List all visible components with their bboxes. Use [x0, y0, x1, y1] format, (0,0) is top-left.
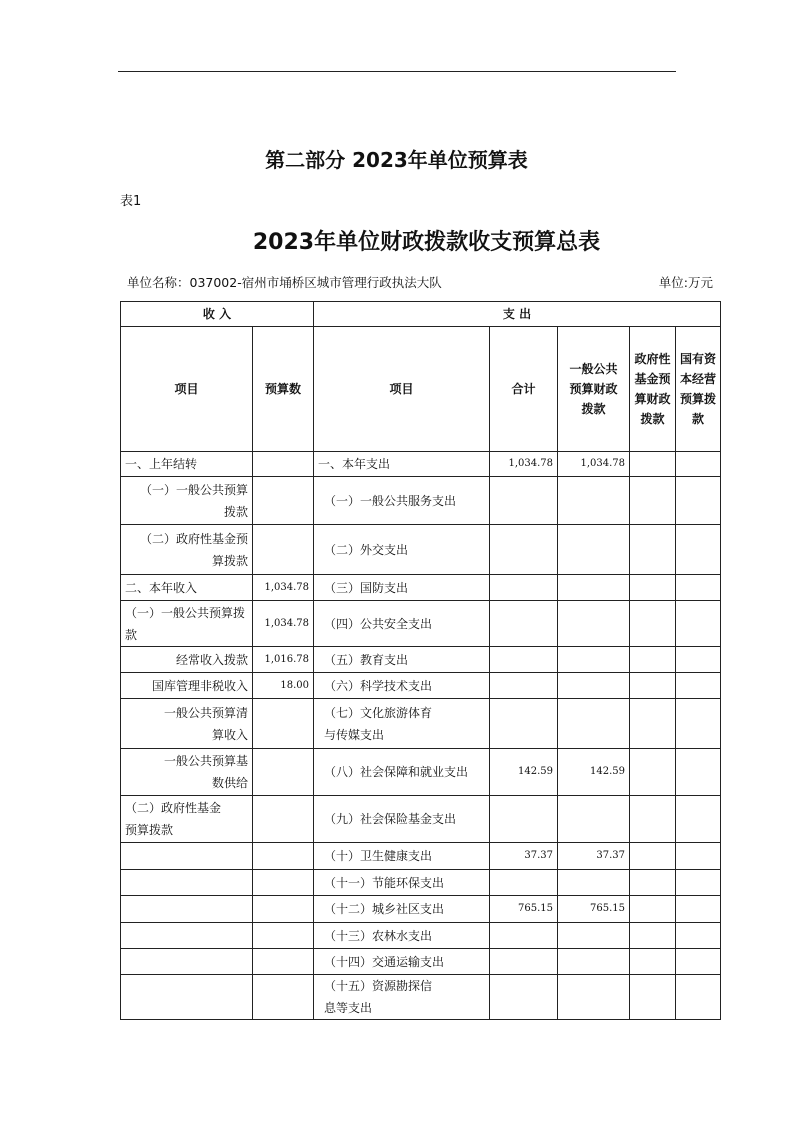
income-item: 一般公共预算基数供给 — [121, 749, 253, 796]
expense-fund — [630, 452, 676, 477]
table-row — [121, 843, 721, 870]
expense-fund — [630, 601, 676, 647]
expense-total — [490, 923, 558, 949]
income-item: （一）一般公共预算拨款 — [121, 477, 253, 525]
expense-state — [676, 477, 721, 525]
expense-general — [558, 673, 630, 699]
col-item-income: 项目 — [121, 327, 253, 452]
table-number: 表1 — [120, 194, 142, 209]
expense-item: （十三）农林水支出 — [314, 923, 490, 949]
expense-state — [676, 673, 721, 699]
expense-total — [490, 673, 558, 699]
income-budget — [253, 843, 314, 870]
table-row — [121, 923, 721, 949]
expense-item: （十一）节能环保支出 — [314, 870, 490, 896]
expense-total: 1,034.78 — [490, 452, 558, 477]
expense-item: （六）科学技术支出 — [314, 673, 490, 699]
income-budget — [253, 896, 314, 923]
expense-state — [676, 870, 721, 896]
table-row — [121, 749, 721, 796]
expense-state — [676, 749, 721, 796]
expense-fund — [630, 896, 676, 923]
expense-state — [676, 699, 721, 749]
expense-total — [490, 870, 558, 896]
income-item — [121, 870, 253, 896]
expense-item: （十）卫生健康支出 — [314, 843, 490, 870]
expense-general: 765.15 — [558, 896, 630, 923]
expense-general — [558, 870, 630, 896]
income-item — [121, 843, 253, 870]
expense-general — [558, 575, 630, 601]
income-item — [121, 923, 253, 949]
expense-state — [676, 525, 721, 575]
table-row — [121, 452, 721, 477]
expense-fund — [630, 949, 676, 975]
income-budget — [253, 975, 314, 1020]
expense-state — [676, 647, 721, 673]
expense-total — [490, 699, 558, 749]
income-item: 二、本年收入 — [121, 575, 253, 601]
budget-table — [120, 301, 721, 1020]
expense-fund — [630, 699, 676, 749]
header-rule — [118, 71, 676, 72]
expense-general: 37.37 — [558, 843, 630, 870]
expense-item: （八）社会保障和就业支出 — [314, 749, 490, 796]
expense-state — [676, 796, 721, 843]
expense-general — [558, 975, 630, 1020]
expense-general — [558, 923, 630, 949]
income-item — [121, 975, 253, 1020]
income-budget — [253, 949, 314, 975]
income-item — [121, 949, 253, 975]
expense-item: （九）社会保险基金支出 — [314, 796, 490, 843]
income-budget: 1,016.78 — [253, 647, 314, 673]
col-total: 合计 — [490, 327, 558, 452]
income-item: 国库管理非税收入 — [121, 673, 253, 699]
expense-state — [676, 452, 721, 477]
table-row — [121, 896, 721, 923]
table-row — [121, 673, 721, 699]
expense-state — [676, 843, 721, 870]
income-budget — [253, 525, 314, 575]
expense-state — [676, 896, 721, 923]
expense-state — [676, 949, 721, 975]
col-item-expense: 项目 — [314, 327, 490, 452]
expense-general — [558, 477, 630, 525]
section-header-row — [121, 302, 721, 327]
income-item: 经常收入拨款 — [121, 647, 253, 673]
part-title: 第二部分 2023年单位预算表 — [265, 148, 528, 172]
col-fund: 政府性基金预算财政拨款 — [630, 327, 676, 452]
expense-state — [676, 975, 721, 1020]
expense-item: （十二）城乡社区支出 — [314, 896, 490, 923]
col-general: 一般公共预算财政拨款 — [558, 327, 630, 452]
income-budget — [253, 749, 314, 796]
page-title: 2023年单位财政拨款收支预算总表 — [252, 230, 601, 255]
expense-total — [490, 647, 558, 673]
column-header-row — [121, 327, 721, 452]
expense-item: （四）公共安全支出 — [314, 601, 490, 647]
income-item — [121, 896, 253, 923]
expense-total: 765.15 — [490, 896, 558, 923]
expense-state — [676, 923, 721, 949]
income-budget: 1,034.78 — [253, 601, 314, 647]
expense-total — [490, 949, 558, 975]
expense-general — [558, 601, 630, 647]
income-budget — [253, 699, 314, 749]
expense-fund — [630, 843, 676, 870]
expense-item: 一、本年支出 — [314, 452, 490, 477]
col-state: 国有资本经营预算拨款 — [676, 327, 721, 452]
expense-general — [558, 647, 630, 673]
table-row — [121, 949, 721, 975]
expense-state — [676, 575, 721, 601]
expense-header: 支 出 — [314, 302, 721, 327]
expense-fund — [630, 975, 676, 1020]
expense-fund — [630, 575, 676, 601]
income-budget: 1,034.78 — [253, 575, 314, 601]
expense-general: 1,034.78 — [558, 452, 630, 477]
expense-total: 142.59 — [490, 749, 558, 796]
expense-total: 37.37 — [490, 843, 558, 870]
income-budget — [253, 477, 314, 525]
col-budget: 预算数 — [253, 327, 314, 452]
unit-name: 单位名称：037002-宿州市埇桥区城市管理行政执法大队 — [127, 275, 442, 290]
expense-total — [490, 525, 558, 575]
expense-item: （十五）资源勘探信息等支出 — [314, 975, 490, 1020]
expense-item: （十四）交通运输支出 — [314, 949, 490, 975]
expense-general — [558, 949, 630, 975]
expense-fund — [630, 923, 676, 949]
expense-item: （七）文化旅游体育与传媒支出 — [314, 699, 490, 749]
expense-item: （二）外交支出 — [314, 525, 490, 575]
table-row — [121, 699, 721, 749]
table-row — [121, 575, 721, 601]
unit-label: 单位:万元 — [658, 275, 713, 290]
expense-total — [490, 575, 558, 601]
table-row — [121, 796, 721, 843]
table-row — [121, 975, 721, 1020]
table-row — [121, 870, 721, 896]
expense-fund — [630, 477, 676, 525]
table-row — [121, 525, 721, 575]
expense-fund — [630, 673, 676, 699]
expense-fund — [630, 796, 676, 843]
expense-item: （一）一般公共服务支出 — [314, 477, 490, 525]
expense-total — [490, 796, 558, 843]
expense-fund — [630, 647, 676, 673]
income-item: （二）政府性基金预算拨款 — [121, 796, 253, 843]
expense-general — [558, 699, 630, 749]
expense-item: （三）国防支出 — [314, 575, 490, 601]
expense-fund — [630, 525, 676, 575]
expense-total — [490, 601, 558, 647]
income-header: 收 入 — [121, 302, 314, 327]
table-row — [121, 601, 721, 647]
expense-general — [558, 796, 630, 843]
income-item: 一、上年结转 — [121, 452, 253, 477]
expense-general — [558, 525, 630, 575]
income-budget — [253, 452, 314, 477]
income-budget — [253, 870, 314, 896]
income-item: （一）一般公共预算拨款 — [121, 601, 253, 647]
expense-total — [490, 975, 558, 1020]
expense-fund — [630, 749, 676, 796]
expense-item: （五）教育支出 — [314, 647, 490, 673]
expense-general: 142.59 — [558, 749, 630, 796]
income-budget — [253, 923, 314, 949]
table-row — [121, 477, 721, 525]
expense-total — [490, 477, 558, 525]
income-budget: 18.00 — [253, 673, 314, 699]
expense-state — [676, 601, 721, 647]
income-item: （二）政府性基金预算拨款 — [121, 525, 253, 575]
expense-fund — [630, 870, 676, 896]
income-budget — [253, 796, 314, 843]
table-row — [121, 647, 721, 673]
income-item: 一般公共预算清算收入 — [121, 699, 253, 749]
